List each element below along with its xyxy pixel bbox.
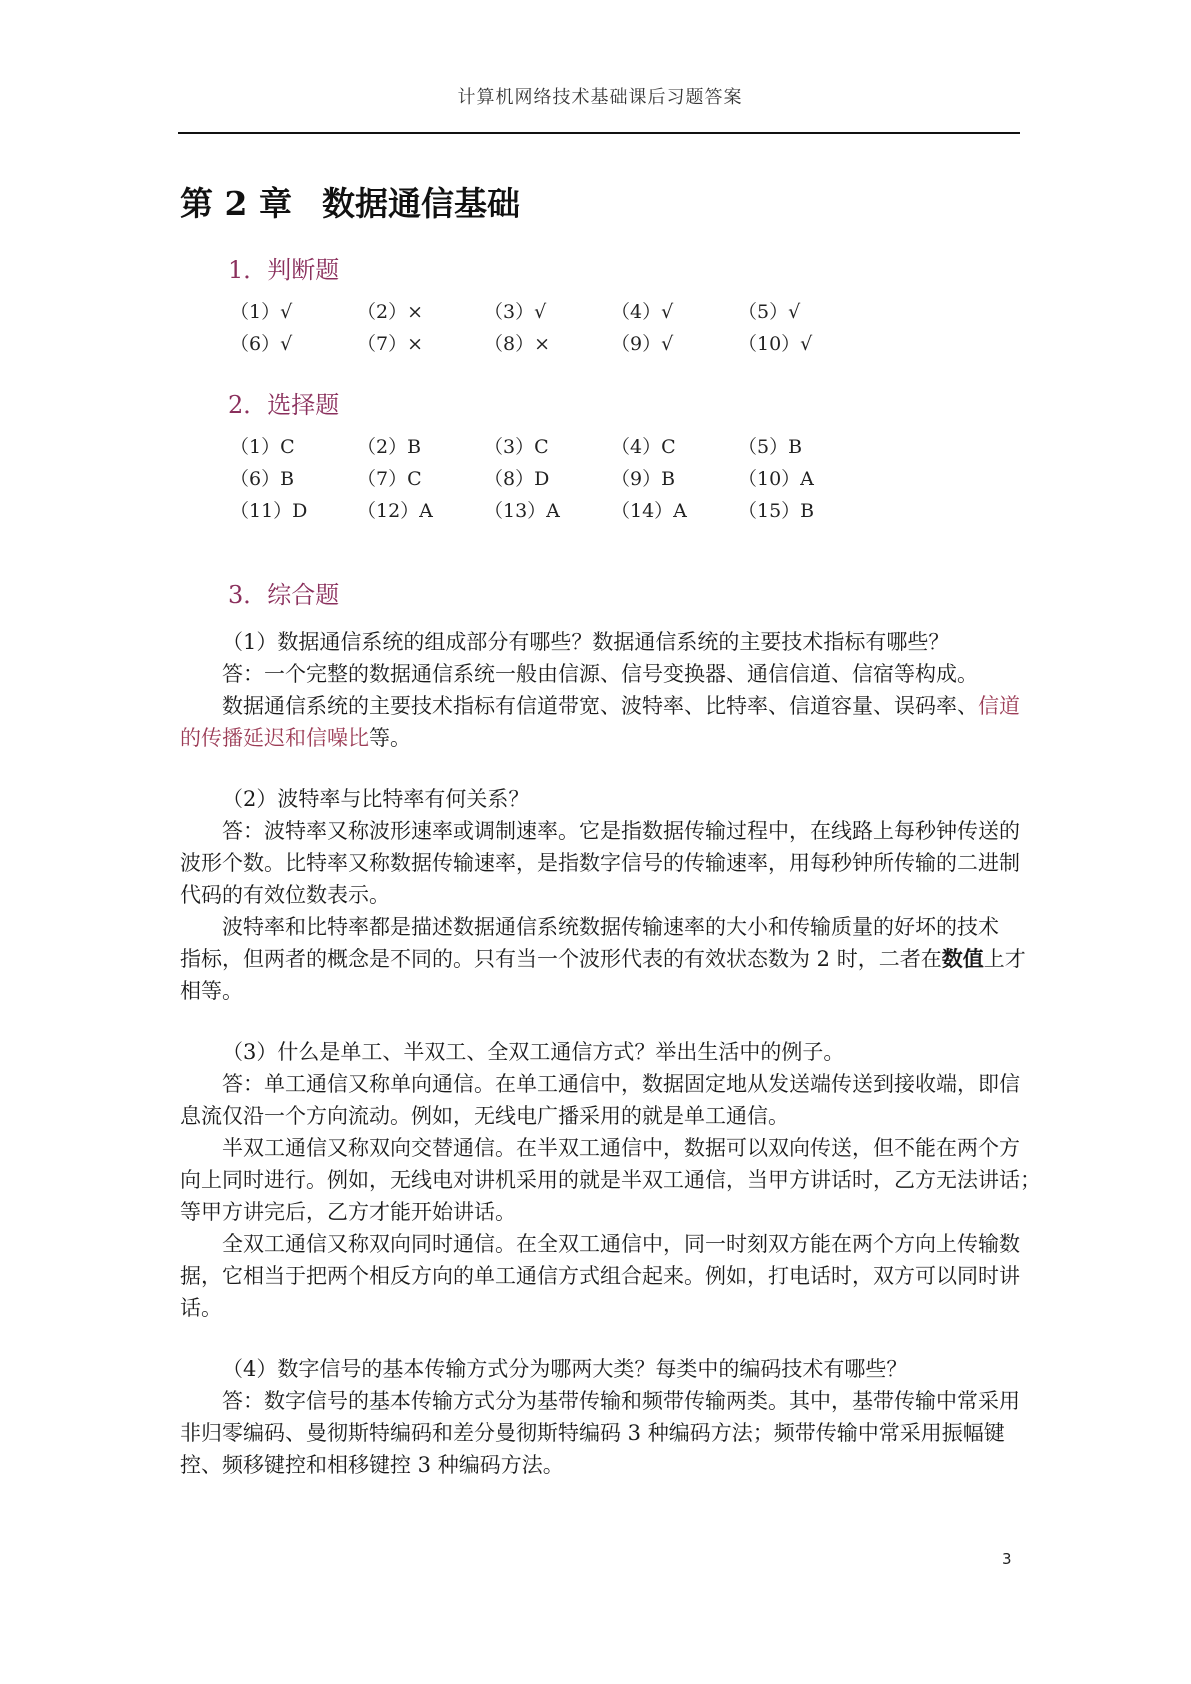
answer-item: （8）×	[484, 333, 551, 355]
answer-4-line: 非归零编码、曼彻斯特编码和差分曼彻斯特编码 3 种编码方法；频带传输中常采用振幅键	[180, 1421, 1005, 1445]
question-4: （4）数字信号的基本传输方式分为哪两大类？每类中的编码技术有哪些？	[222, 1357, 908, 1381]
answer-item: （14）A	[611, 500, 687, 522]
question-1: （1）数据通信系统的组成部分有哪些？数据通信系统的主要技术指标有哪些？	[222, 630, 950, 654]
answer-item: （6）√	[230, 333, 293, 355]
answer-2-line: 相等。	[180, 979, 243, 1003]
chapter-title	[180, 178, 520, 225]
page-number: 3	[1002, 1550, 1012, 1568]
answer-item: （9）√	[611, 333, 674, 355]
answer-item: （10）√	[738, 333, 813, 355]
answer-2-line: 答：波特率又称波形速率或调制速率。它是指数据传输过程中，在线路上每秒钟传送的	[222, 819, 1020, 843]
answer-item: （6）B	[230, 468, 295, 490]
chapter-name: 数据通信基础	[321, 184, 520, 223]
answer-2-line	[180, 945, 1026, 973]
answer-item: （7）C	[357, 468, 422, 490]
answer-3-line: 等甲方讲完后，乙方才能开始讲话。	[180, 1200, 516, 1224]
question-2: （2）波特率与比特率有何关系？	[222, 787, 530, 811]
section-heading-true-false: 1．判断题	[228, 256, 340, 284]
answer-3-line: 话。	[180, 1296, 222, 1320]
bold-text: 数值	[941, 947, 984, 971]
answer-4-line: 控、频移键控和相移键控 3 种编码方法。	[180, 1453, 564, 1477]
answer-item: （12）A	[357, 500, 433, 522]
running-header: 计算机网络技术基础课后习题答案	[457, 87, 743, 108]
answer-3-line: 据，它相当于把两个相反方向的单工通信方式组合起来。例如，打电话时，双方可以同时讲	[180, 1264, 1020, 1288]
answer-item: （2）×	[357, 301, 424, 323]
answer-item: （1）C	[230, 436, 295, 458]
answer-3-line: 答：单工通信又称单向通信。在单工通信中，数据固定地从发送端传送到接收端，即信	[222, 1072, 1020, 1096]
highlighted-text: 的传播延迟和信噪比	[180, 726, 369, 750]
answer-item: （13）A	[484, 500, 560, 522]
answer-4-line: 答：数字信号的基本传输方式分为基带传输和频带传输两类。其中，基带传输中常采用	[222, 1389, 1020, 1413]
answer-item: （4）√	[611, 301, 674, 323]
answer-item: （8）D	[484, 468, 550, 490]
text-run: 等。	[369, 726, 411, 750]
answer-2-line: 波形个数。比特率又称数据传输速率，是指数字信号的传输速率，用每秒钟所传输的二进制	[180, 851, 1020, 875]
answer-item: （9）B	[611, 468, 676, 490]
chapter-number: 第 2 章	[180, 184, 292, 223]
answer-item: （4）C	[611, 436, 676, 458]
answer-2-line: 波特率和比特率都是描述数据通信系统数据传输速率的大小和传输质量的好坏的技术	[222, 915, 999, 939]
answer-item: （2）B	[357, 436, 422, 458]
answer-1-line: 答：一个完整的数据通信系统一般由信源、信号变换器、通信信道、信宿等构成。	[222, 662, 978, 686]
answer-2-line: 代码的有效位数表示。	[180, 883, 390, 907]
text-run: 指标，但两者的概念是不同的。只有当一个波形代表的有效状态数为 2 时，二者在	[180, 947, 942, 971]
answer-item: （3）√	[484, 301, 547, 323]
answer-item: （5）B	[738, 436, 803, 458]
answer-item: （5）√	[738, 301, 801, 323]
answer-item: （15）B	[738, 500, 815, 522]
answer-3-line: 半双工通信又称双向交替通信。在半双工通信中，数据可以双向传送，但不能在两个方	[222, 1136, 1020, 1160]
answer-item: （3）C	[484, 436, 549, 458]
header-rule	[178, 132, 1020, 134]
section-heading-multiple-choice: 2．选择题	[228, 391, 340, 419]
question-3: （3）什么是单工、半双工、全双工通信方式？举出生活中的例子。	[222, 1040, 845, 1064]
answer-item: （11）D	[230, 500, 308, 522]
answer-1-line	[180, 724, 1022, 752]
highlighted-text: 信道	[978, 694, 1020, 718]
text-run: 上才	[983, 947, 1026, 971]
answer-item: （1）√	[230, 301, 293, 323]
multiple-choice-answers	[230, 436, 865, 522]
answer-item: （7）×	[357, 333, 424, 355]
answer-3-line: 全双工通信又称双向同时通信。在全双工通信中，同一时刻双方能在两个方向上传输数	[222, 1232, 1020, 1256]
answer-1-line	[222, 692, 1022, 720]
answer-item: （10）A	[738, 468, 814, 490]
section-heading-comprehensive: 3．综合题	[228, 581, 340, 609]
answer-3-line: 向上同时进行。例如，无线电对讲机采用的就是半双工通信，当甲方讲话时，乙方无法讲话；	[180, 1168, 1041, 1192]
answer-3-line: 息流仅沿一个方向流动。例如，无线电广播采用的就是单工通信。	[180, 1104, 789, 1128]
text-run: 数据通信系统的主要技术指标有信道带宽、波特率、比特率、信道容量、误码率、	[222, 694, 978, 718]
true-false-answers	[230, 301, 865, 355]
